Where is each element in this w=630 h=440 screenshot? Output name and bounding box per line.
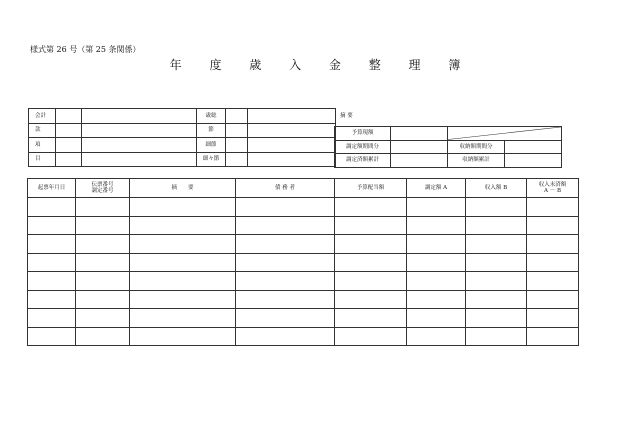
- account-left-label: 会計: [29, 109, 56, 124]
- ledger-cell[interactable]: [76, 272, 130, 291]
- ledger-cell[interactable]: [76, 235, 130, 254]
- ledger-cell[interactable]: [527, 272, 579, 291]
- ledger-cell[interactable]: [28, 216, 76, 235]
- ledger-cell[interactable]: [28, 253, 76, 272]
- ledger-cell[interactable]: [76, 327, 130, 346]
- account-right-code: [226, 152, 248, 167]
- account-right-name: [248, 109, 336, 124]
- ledger-cell[interactable]: [236, 327, 335, 346]
- ledger-cell[interactable]: [130, 309, 236, 328]
- account-right-code: [226, 138, 248, 153]
- diagonal-line: [448, 127, 561, 140]
- ledger-cell[interactable]: [407, 198, 466, 217]
- ledger-cell[interactable]: [407, 235, 466, 254]
- ledger-cell[interactable]: [28, 272, 76, 291]
- account-right-code: [226, 123, 248, 138]
- account-classification-table: [28, 108, 336, 167]
- ledger-cell[interactable]: [335, 253, 407, 272]
- form-number: 様式第 26 号（第 25 条関係）: [30, 45, 141, 54]
- ledger-column-header: 調定額 A: [407, 179, 466, 198]
- ledger-cell[interactable]: [407, 309, 466, 328]
- collected-period-value: [505, 140, 562, 154]
- ledger-row: [28, 253, 579, 272]
- ledger-cell[interactable]: [130, 327, 236, 346]
- account-right-name: [248, 123, 336, 138]
- ledger-row: [28, 272, 579, 291]
- ledger-cell[interactable]: [28, 309, 76, 328]
- ledger-row: [28, 235, 579, 254]
- ledger-cell[interactable]: [466, 216, 527, 235]
- ledger-row: [28, 198, 579, 217]
- ledger-cell[interactable]: [28, 290, 76, 309]
- ledger-cell[interactable]: [335, 327, 407, 346]
- account-right-name: [248, 152, 336, 167]
- ledger-column-header: 起票年月日: [28, 179, 76, 198]
- ledger-cell[interactable]: [76, 198, 130, 217]
- account-row: [29, 152, 336, 167]
- account-left-code: [56, 138, 82, 153]
- ledger-column-header: 摘 要: [130, 179, 236, 198]
- budget-amount-label: 予算現額: [335, 127, 391, 141]
- ledger-cell[interactable]: [335, 216, 407, 235]
- ledger-column-header: 収入額 B: [466, 179, 527, 198]
- account-left-code: [56, 123, 82, 138]
- ledger-cell[interactable]: [236, 235, 335, 254]
- ledger-cell[interactable]: [236, 290, 335, 309]
- ledger-cell[interactable]: [76, 216, 130, 235]
- ledger-cell[interactable]: [466, 290, 527, 309]
- ledger-cell[interactable]: [76, 253, 130, 272]
- ledger-cell[interactable]: [28, 235, 76, 254]
- account-left-code: [56, 109, 82, 124]
- account-row: [29, 123, 336, 138]
- account-right-label: 細節: [197, 138, 226, 153]
- ledger-cell[interactable]: [466, 309, 527, 328]
- collected-period-label: 収納額期間分: [448, 140, 505, 154]
- ledger-row: [28, 290, 579, 309]
- ledger-cell[interactable]: [466, 272, 527, 291]
- ledger-cell[interactable]: [527, 235, 579, 254]
- ledger-cell[interactable]: [407, 253, 466, 272]
- account-row: [29, 138, 336, 153]
- ledger-cell[interactable]: [130, 198, 236, 217]
- account-left-label: 目: [29, 152, 56, 167]
- remarks-label: 摘 要: [340, 113, 353, 119]
- account-left-name: [82, 109, 197, 124]
- ledger-cell[interactable]: [407, 272, 466, 291]
- ledger-table: [27, 178, 579, 346]
- ledger-cell[interactable]: [407, 327, 466, 346]
- account-left-label: 款: [29, 123, 56, 138]
- ledger-cell[interactable]: [130, 272, 236, 291]
- ledger-cell[interactable]: [130, 290, 236, 309]
- diagonal-cell: [448, 127, 562, 141]
- ledger-cell[interactable]: [130, 253, 236, 272]
- ledger-cell[interactable]: [28, 198, 76, 217]
- collected-total-value: [505, 154, 562, 168]
- ledger-column-header: 予算配当額: [335, 179, 407, 198]
- account-left-label: 項: [29, 138, 56, 153]
- budget-summary-table: [334, 126, 562, 168]
- ledger-cell[interactable]: [527, 309, 579, 328]
- ledger-cell[interactable]: [527, 327, 579, 346]
- ledger-cell[interactable]: [466, 198, 527, 217]
- account-right-label: 細々節: [197, 152, 226, 167]
- account-right-label: 歳総: [197, 109, 226, 124]
- account-right-label: 節: [197, 123, 226, 138]
- account-left-code: [56, 152, 82, 167]
- account-left-name: [82, 123, 197, 138]
- account-row: [29, 109, 336, 124]
- account-right-name: [248, 138, 336, 153]
- ledger-row: [28, 309, 579, 328]
- ledger-row: [28, 216, 579, 235]
- ledger-cell[interactable]: [527, 290, 579, 309]
- ledger-cell[interactable]: [236, 272, 335, 291]
- ledger-column-header: 伝票番号 調定番号: [76, 179, 130, 198]
- ledger-cell[interactable]: [527, 216, 579, 235]
- ledger-cell[interactable]: [407, 290, 466, 309]
- ledger-cell[interactable]: [466, 235, 527, 254]
- ledger-cell[interactable]: [527, 198, 579, 217]
- ledger-cell[interactable]: [236, 309, 335, 328]
- ledger-cell[interactable]: [335, 198, 407, 217]
- adjusted-period-value: [391, 140, 448, 154]
- ledger-cell[interactable]: [130, 216, 236, 235]
- ledger-cell[interactable]: [130, 235, 236, 254]
- ledger-cell[interactable]: [28, 327, 76, 346]
- ledger-cell[interactable]: [76, 309, 130, 328]
- collected-total-label: 収納額累計: [448, 154, 505, 168]
- ledger-cell[interactable]: [527, 253, 579, 272]
- ledger-cell[interactable]: [236, 198, 335, 217]
- ledger-cell[interactable]: [335, 309, 407, 328]
- account-left-name: [82, 152, 197, 167]
- ledger-cell[interactable]: [466, 253, 527, 272]
- account-left-name: [82, 138, 197, 153]
- ledger-cell[interactable]: [76, 290, 130, 309]
- account-right-code: [226, 109, 248, 124]
- ledger-cell[interactable]: [407, 216, 466, 235]
- adjusted-period-label: 調定額期間分: [335, 140, 391, 154]
- ledger-row: [28, 327, 579, 346]
- page-title: 年 度 歳 入 金 整 理 簿: [169, 58, 473, 72]
- ledger-column-header: 収入未済額 A － B: [527, 179, 579, 198]
- ledger-cell[interactable]: [236, 216, 335, 235]
- adjusted-total-label: 調定済額累計: [335, 154, 391, 168]
- budget-amount-value: [391, 127, 448, 141]
- ledger-cell[interactable]: [335, 272, 407, 291]
- ledger-cell[interactable]: [335, 290, 407, 309]
- ledger-cell[interactable]: [335, 235, 407, 254]
- ledger-cell[interactable]: [236, 253, 335, 272]
- adjusted-total-value: [391, 154, 448, 168]
- ledger-cell[interactable]: [466, 327, 527, 346]
- ledger-column-header: 債 務 者: [236, 179, 335, 198]
